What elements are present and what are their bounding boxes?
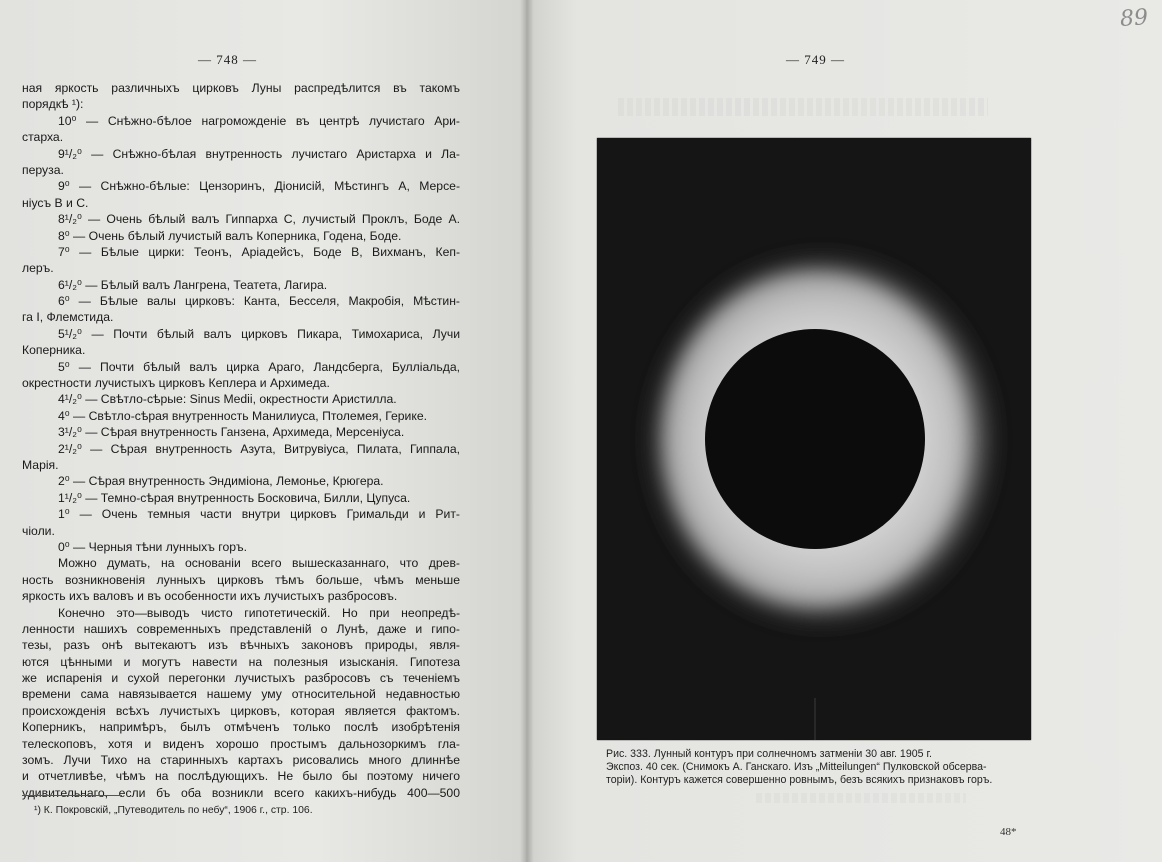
footnote: ¹) К. Покровскій, „Путеводитель по небу“, 1906 г., стр. 106. bbox=[34, 805, 313, 816]
text-line: 1¹/₂⁰ — Темно-сѣрая внутренность Босковича, Билли, Цупуса. bbox=[58, 490, 411, 505]
eclipse-image bbox=[597, 138, 1031, 740]
footnote-divider bbox=[22, 795, 122, 796]
text-line: тезы, разъ онѣ вытекаютъ изъ вѣчныхъ законовъ природы, явля- bbox=[22, 638, 460, 653]
text-line: 7⁰ — Бѣлые цирки: Теонъ, Аріадейсъ, Боде B, Вихманъ, Кеп- bbox=[58, 244, 460, 259]
text-line: 2⁰ — Сѣрая внутренность Эндиміона, Лемонье, Крюгера. bbox=[58, 474, 384, 489]
page-number-right: — 749 — bbox=[786, 52, 845, 67]
bleed-through-text bbox=[618, 98, 988, 116]
text-line: 10⁰ — Снѣжно-бѣлое нагроможденіе въ центрѣ лучистаго Ари- bbox=[58, 113, 460, 128]
text-line: 6¹/₂⁰ — Бѣлый валъ Лангрена, Театета, Лагира. bbox=[58, 277, 328, 292]
text-line: ность возникновенія лунныхъ цирковъ тѣмъ больше, чѣмъ меньше bbox=[22, 572, 460, 587]
text-line: 8¹/₂⁰ — Очень бѣлый валъ Гиппарха C, лучистый Проклъ, Боде A. bbox=[58, 212, 460, 227]
text-line: 6⁰ — Бѣлые валы цирковъ: Канта, Бесселя, Макробія, Мѣстин- bbox=[58, 294, 460, 309]
text-line: Конечно это—выводъ чисто гипотетическій. Но при неопредѣ- bbox=[58, 605, 460, 620]
figure-caption bbox=[606, 748, 1036, 788]
handwritten-folio-number: 89 bbox=[1119, 5, 1149, 32]
caption-line: Рис. 333. Лунный контуръ при солнечномъ затменіи 30 авг. 1905 г. bbox=[606, 748, 932, 760]
text-line: ніусъ B и C. bbox=[22, 195, 89, 210]
moon-disk bbox=[705, 329, 925, 549]
text-line: старха. bbox=[22, 130, 64, 145]
text-line: зомъ. Лучи Тихо на старинныхъ картахъ рисовались много длиннѣе bbox=[22, 753, 460, 768]
text-line: 4¹/₂⁰ — Свѣтло-сѣрые: Sinus Medii, окрестности Аристилла. bbox=[58, 392, 397, 407]
text-line: же испаренія и сухой перегонки лучистыхъ разбросовъ съ теченіемъ bbox=[22, 671, 460, 686]
bleed-through-text bbox=[756, 793, 966, 803]
text-line: окрестности лучистыхъ цирковъ Кеплера и Архимеда. bbox=[22, 376, 330, 391]
text-line: 3¹/₂⁰ — Сѣрая внутренность Ганзена, Архимеда, Мерсеніуса. bbox=[58, 425, 405, 440]
text-line: 9⁰ — Снѣжно-бѣлые: Цензоринъ, Діонисій, Мѣстингъ A, Мерсе- bbox=[58, 179, 460, 194]
caption-line: торіи). Контуръ кажется совершенно ровнымъ, безъ всякихъ признаковъ горъ. bbox=[606, 774, 993, 787]
book-gutter bbox=[520, 0, 534, 862]
text-line: 8⁰ — Очень бѣлый лучистый валъ Коперника, Годена, Боде. bbox=[58, 228, 402, 243]
text-line: 4⁰ — Свѣтло-сѣрая внутренность Манилиуса, Птолемея, Герике. bbox=[58, 408, 427, 423]
text-line: чіоли. bbox=[22, 523, 55, 538]
text-line: 1⁰ — Очень темныя части внутри цирковъ Гримальди и Рит- bbox=[58, 507, 460, 522]
body-text bbox=[22, 80, 460, 801]
text-line: ются цѣнными и могутъ навести на полезныя изысканія. Гипотеза bbox=[22, 654, 460, 669]
text-line: ная яркость различныхъ цирковъ Луны распредѣлится въ такомъ bbox=[22, 81, 460, 95]
text-line: яркость ихъ валовъ и въ особенности ихъ лучистыхъ разбросовъ. bbox=[22, 589, 398, 604]
caption-line: Экспоз. 40 сек. (Снимокъ А. Ганскаго. Изъ „Mitteilungen“ Пулковской обсерва- bbox=[606, 761, 987, 774]
text-line: удивительнаго, если бъ оба возникли всего какихъ-нибудь 400—500 bbox=[22, 785, 460, 800]
text-line: 9¹/₂⁰ — Снѣжно-бѣлая внутренность лучистаго Аристарха и Ла- bbox=[58, 146, 460, 161]
text-line: Марія. bbox=[22, 457, 59, 472]
left-page bbox=[0, 0, 526, 862]
eclipse-photograph bbox=[597, 138, 1031, 740]
signature-mark: 48* bbox=[1000, 826, 1017, 838]
text-line: Коперника. bbox=[22, 343, 86, 358]
text-line: телескоповъ, хотя и виденъ хорошо простымъ дальнозоркимъ гла- bbox=[22, 736, 460, 751]
page-number-left: — 748 — bbox=[198, 52, 257, 67]
text-line: ленности нашихъ современныхъ представленій о Лунѣ, даже и гипо- bbox=[22, 621, 460, 636]
text-line: перуза. bbox=[22, 162, 64, 177]
text-line: 0⁰ — Черныя тѣни лунныхъ горъ. bbox=[58, 539, 248, 554]
text-line: порядкѣ ¹): bbox=[22, 97, 84, 112]
right-page bbox=[526, 0, 1162, 862]
text-line: леръ. bbox=[22, 261, 54, 276]
text-line: Коперникъ, напримѣръ, былъ отмѣченъ только послѣ изобрѣтенія bbox=[22, 720, 460, 735]
text-line: 2¹/₂⁰ — Сѣрая внутренность Азута, Витрувіуса, Пилата, Гиппала, bbox=[58, 441, 460, 456]
text-line: и отчетливѣе, чѣмъ на послѣдующихъ. Не было бы поэтому ничего bbox=[22, 769, 460, 784]
text-line: происхожденія всѣхъ лучистыхъ цирковъ, которая является фактомъ. bbox=[22, 703, 460, 718]
text-line: га I, Флемстида. bbox=[22, 310, 114, 325]
text-line: Можно думать, на основаніи всего вышесказаннаго, что древ- bbox=[58, 556, 460, 571]
text-line: 5¹/₂⁰ — Почти бѣлый валъ цирковъ Пикара, Тимохариса, Лучи bbox=[58, 326, 460, 341]
text-line: времени сама навязывается нашему уму относительной недавностью bbox=[22, 687, 460, 702]
text-line: 5⁰ — Почти бѣлый валъ цирка Араго, Ландсберга, Булліальда, bbox=[58, 359, 460, 374]
